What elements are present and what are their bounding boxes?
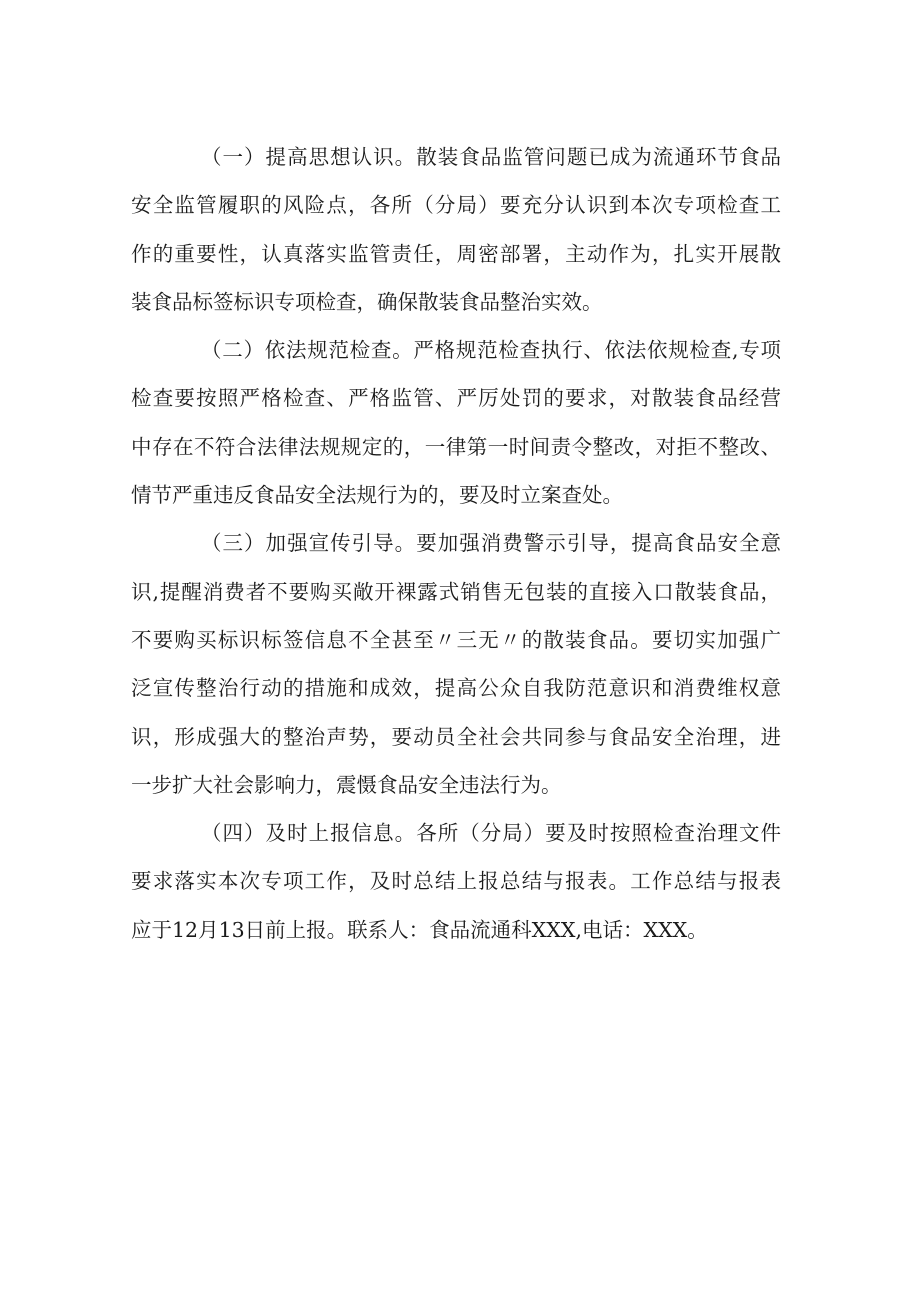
- text-line: 作的重要性，认真落实监管责任，周密部署，主动作为，扎实开展散: [131, 241, 781, 266]
- text-line: （四）及时上报信息。各所（分局）要及时按照检查治理文件: [201, 821, 781, 846]
- text-line: 不要购买标识标签信息不全甚至〃三无〃的散装食品。要切实加强广: [131, 627, 781, 652]
- text-line: 中存在不符合法律法规规定的，一律第一时间责令整改，对拒不整改、: [131, 434, 781, 459]
- paragraph-timely-report: [131, 811, 781, 956]
- text-line: 情节严重违反食品安全法规行为的，要及时立案查处。: [131, 483, 623, 508]
- text-line: （二）依法规范检查。严格规范检查执行、依法依规检查,专项: [201, 338, 781, 363]
- document-body: [131, 135, 781, 956]
- text-line: 一步扩大社会影响力，震慑食品安全违法行为。: [131, 772, 562, 797]
- text-line: 装食品标签标识专项检查，确保散装食品整治实效。: [131, 289, 603, 314]
- text-line: 识,提醒消费者不要购买敞开裸露式销售无包装的直接入口散装食品，: [131, 579, 781, 604]
- text-line: 应于12月13日前上报。联系人：食品流通科XXX,电话：XXX。: [131, 917, 708, 942]
- text-line: 泛宣传整治行动的措施和成效，提高公众自我防范意识和消费维权意: [131, 676, 781, 701]
- text-line: （三）加强宣传引导。要加强消费警示引导，提高食品安全意: [201, 531, 781, 556]
- text-line: 检查要按照严格检查、严格监管、严厉处罚的要求，对散装食品经营: [131, 386, 781, 411]
- text-line: 识，形成强大的整治声势，要动员全社会共同参与食品安全治理，进: [131, 724, 781, 749]
- text-line: 要求落实本次专项工作，及时总结上报总结与报表。工作总结与报表: [131, 869, 781, 894]
- paragraph-lawful-inspection: [131, 328, 781, 521]
- paragraph-raise-awareness: [131, 135, 781, 328]
- paragraph-publicity-guidance: [131, 521, 781, 811]
- text-line: （一）提高思想认识。散装食品监管问题已成为流通环节食品: [201, 145, 781, 169]
- text-line: 安全监管履职的风险点，各所（分局）要充分认识到本次专项检查工: [131, 193, 781, 218]
